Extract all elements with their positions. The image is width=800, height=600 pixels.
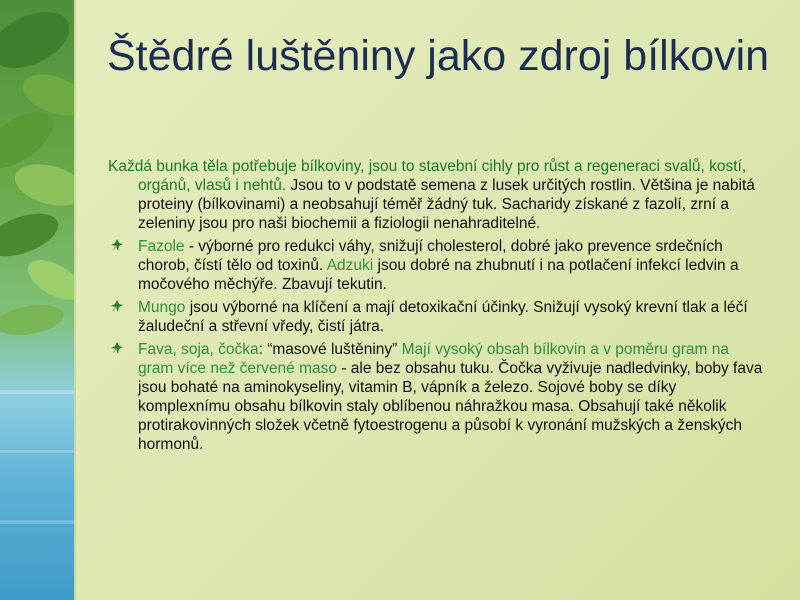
- fava-highlight: Mají vysoký obsah bílkovin a v poměru gram na gram více než červené maso: [138, 341, 729, 377]
- leaves-illustration: [0, 0, 74, 600]
- bullet-item-fava: [108, 340, 768, 454]
- term-adzuki: Adzuki: [326, 257, 374, 274]
- leaf-bullet-icon: [110, 238, 124, 252]
- leaf-bullet-icon: [110, 299, 124, 313]
- intro-highlight: Každá bunka těla potřebuje bílkoviny, jsou to stavební cihly pro růst a regeneraci svalů, kostí, orgánů, vlasů i nehtů.: [108, 158, 747, 194]
- intro-text: Jsou to v podstatě semena z lusek určitých rostlin. Většina je nabitá proteiny (bílkovinami) a neobsahují téměř žádný tuk. Sacharidy získané z fazolí, zrní a zeleniny jsou pro naši biochemii a fiziologii nenahraditelné.: [138, 177, 755, 232]
- bullet-item-fazole: [108, 237, 768, 294]
- text-fava-intro: : “masové luštěniny”: [258, 341, 402, 358]
- slide-content: [108, 157, 768, 458]
- text-mungo: jsou výborné na klíčení a mají detoxikační účinky. Snižují vysoký krevní tlak a léčí žaludeční a střevní vředy, čistí játra.: [138, 299, 748, 335]
- leaf-bullet-icon: [110, 341, 124, 355]
- bullet-item-mungo: [108, 298, 768, 336]
- slide-title: Štědré luštěniny jako zdroj bílkovin: [107, 32, 770, 80]
- text-fazole: - výborné pro redukci váhy, snižují cholesterol, dobré jako prevence srdečních chorob, čístí tělo od toxinů.: [138, 238, 723, 274]
- sidebar-edge: [74, 0, 76, 600]
- intro-paragraph: [108, 157, 768, 233]
- text-fava: - ale bez obsahu tuku. Čočka vyživuje nadledvinky, boby fava jsou bohaté na aminokyseliny, vitamin B, vápník a železo. Sojové boby se díky komplexnímu obsahu bílkovin staly oblíbenou náhražkou masa. Obsahují také několik protirakovinných složek včetně fytoestrogenu a působí k vyronání mužských a ženských hormonů.: [138, 360, 763, 453]
- term-mungo: Mungo: [138, 299, 186, 316]
- term-fazole: Fazole: [138, 238, 185, 255]
- decorative-leaves-strip: [0, 0, 74, 600]
- term-fava: Fava, soja, čočka: [138, 341, 259, 358]
- text-adzuki: jsou dobré na zhubnutí i na potlačení infekcí ledvin a močového měchýře. Zbavují tekutin.: [138, 257, 739, 293]
